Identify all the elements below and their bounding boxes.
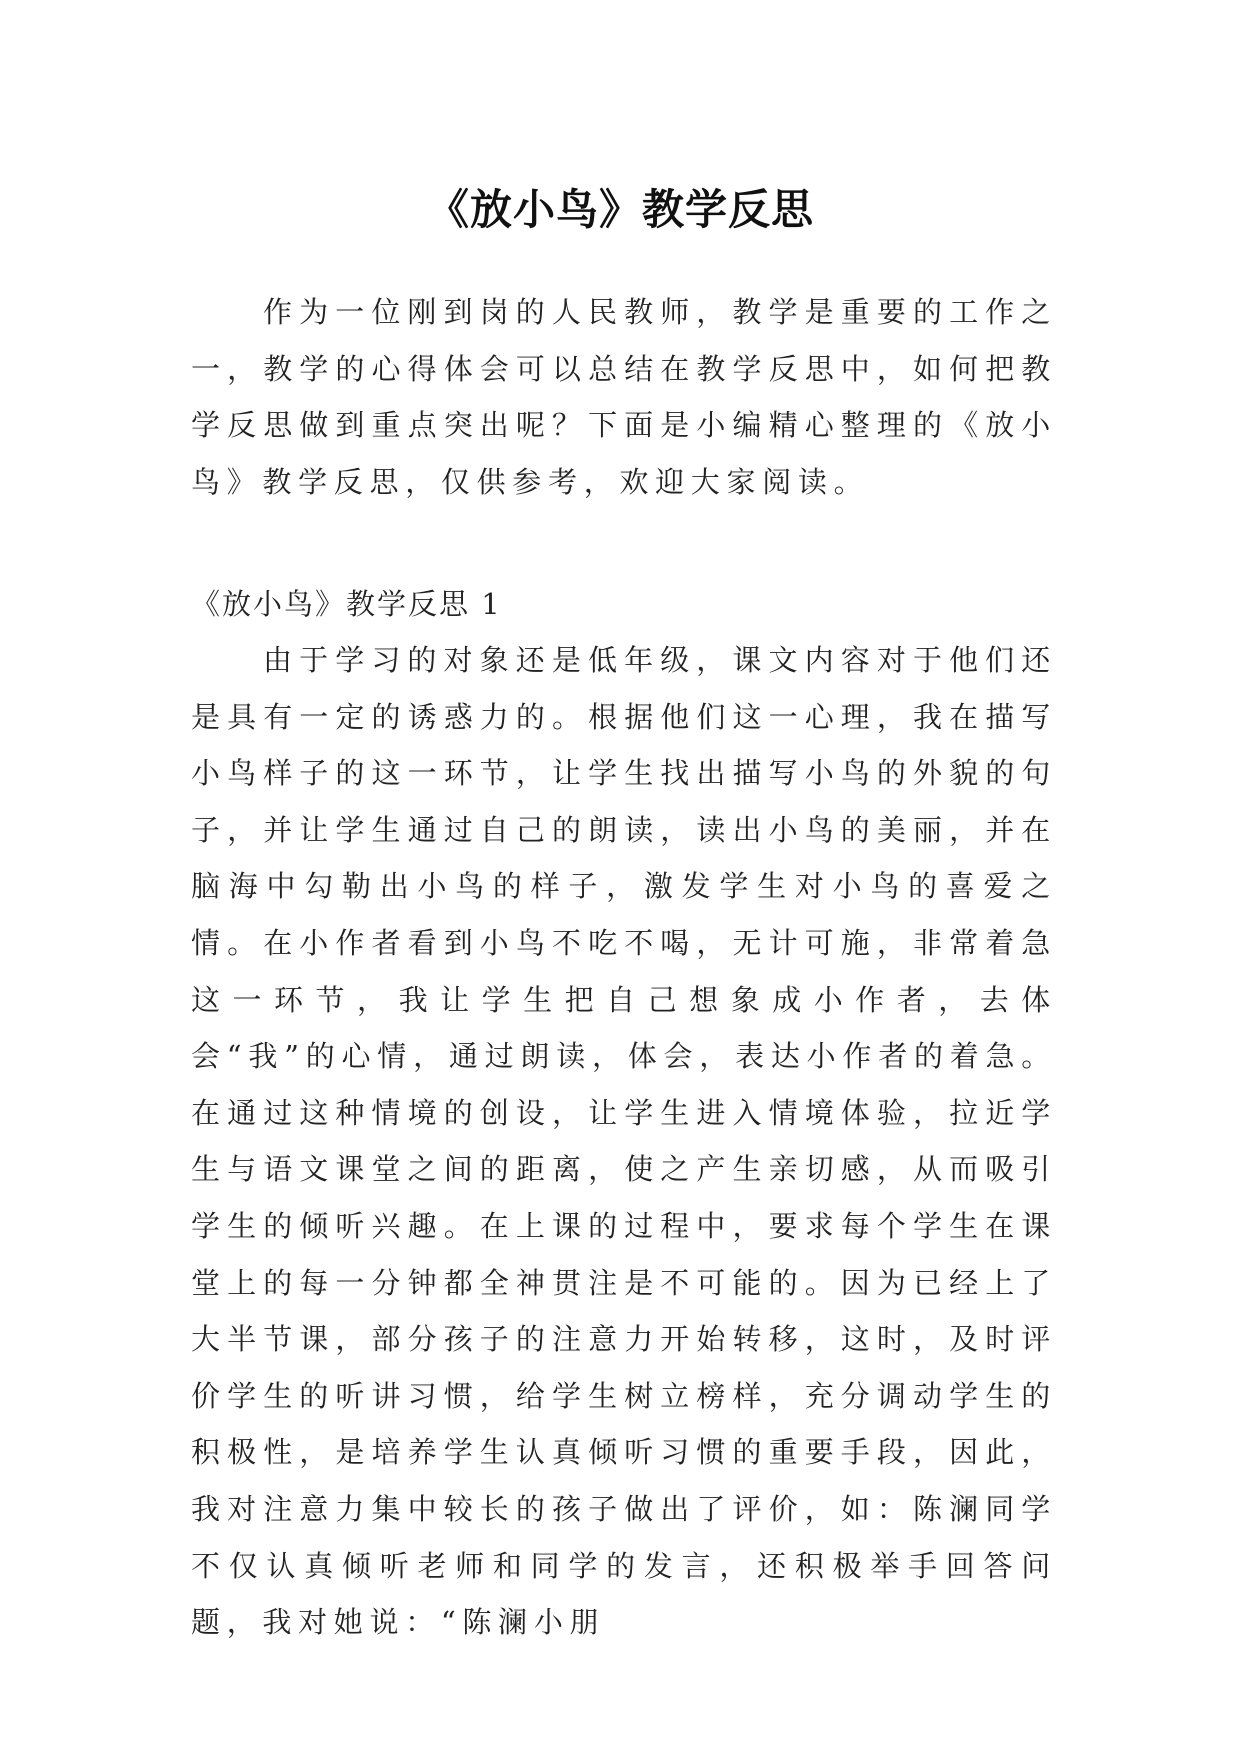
section-body-paragraph: 由于学习的对象还是低年级，课文内容对于他们还是具有一定的诱惑力的。根据他们这一心理，我在描写小鸟样子的这一环节，让学生找出描写小鸟的外貌的句子，并让学生通过自己的朗读，读出小鸟的美丽，并在脑海中勾勒出小鸟的样子，激发学生对小鸟的喜爱之情。在小作者看到小鸟不吃不喝，无计可施，非常着急这一环节，我让学生把自己想象成小作者，去体会“我”的心情，通过朗读，体会，表达小作者的着急。在通过这种情境的创设，让学生进入情境体验，拉近学生与语文课堂之间的距离，使之产生亲切感，从而吸引学生的倾听兴趣。在上课的过程中，要求每个学生在课堂上的每一分钟都全神贯注是不可能的。因为已经上了大半节课，部分孩子的注意力开始转移，这时，及时评价学生的听讲习惯，给学生树立榜样，充分调动学生的积极性，是培养学生认真倾听习惯的重要手段，因此，我对注意力集中较长的孩子做出了评价，如：陈澜同学不仅认真倾听老师和同学的发言，还积极举手回答问题，我对她说：“陈澜小朋 (191, 643, 1057, 1640)
intro-paragraph: 作为一位刚到岗的人民教师，教学是重要的工作之一，教学的心得体会可以总结在教学反思中，如何把教学反思做到重点突出呢？下面是小编精心整理的《放小鸟》教学反思，仅供参考，欢迎大家阅读。 (191, 295, 1057, 499)
document-title: 《放小鸟》教学反思 (426, 185, 814, 235)
section-heading: 《放小鸟》教学反思 1 (191, 587, 502, 621)
